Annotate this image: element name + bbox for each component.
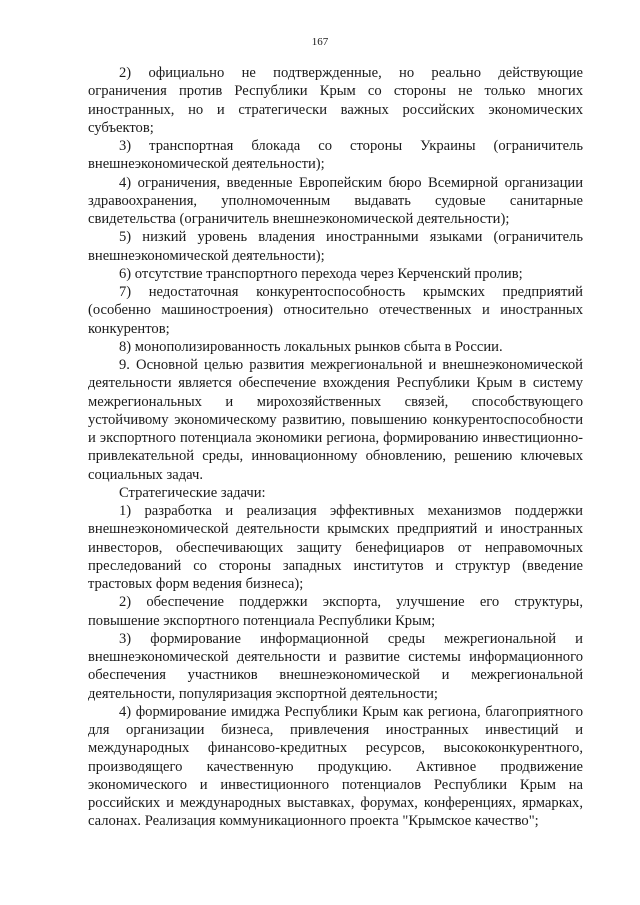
list-item-transport-blockade: 3) транспортная блокада со стороны Украины (ограничитель внешнеэкономической деятельности); (88, 138, 583, 173)
main-goal-paragraph: 9. Основной целью развития межрегиональной и внешнеэкономической деятельности является обеспечение вхождения Республики Крым в систему межрегиональных и мирохозяйственных связей, способствующего устойчивому экономическому развитию, повышению конкурентоспособности и экспортного потенциала экономики региона, формированию инвестиционно-привлекательной среды, инновационному обновлению, решению ключевых социальных задач. (88, 357, 583, 483)
list-item-kerch-crossing: 6) отсутствие транспортного перехода через Керченский пролив; (119, 265, 523, 282)
list-item-monopolized-markets: 8) монополизированность локальных рынков сбыта в России. (119, 338, 503, 355)
strategic-tasks-heading: Стратегические задачи: (119, 484, 266, 501)
list-item-who-restrictions: 4) ограничения, введенные Европейским бюро Всемирной организации здравоохранения, уполномоченным выдавать судовые санитарные свидетельства (ограничитель внешнеэкономической деятельности); (88, 174, 583, 227)
task-item-information-environment: 3) формирование информационной среды межрегиональной и внешнеэкономической деятельности и развитие системы информационного обеспечения участников внешнеэкономической и межрегиональной деятельности, популяризация экспортной деятельности; (88, 630, 583, 702)
task-item-image-formation: 4) формирование имиджа Республики Крым как региона, благоприятного для организации бизнеса, привлечения иностранных инвестиций и международных финансово-кредитных ресурсов, высококонкурентного, производящего качественную продукцию. Активное продвижение экономического и инвестиционного потенциалов Республики Крым на российских и международных выставках, форумах, конференциях, ярмарках, салонах. Реализация коммуникационного проекта "Крымское качество"; (88, 703, 583, 830)
task-item-support-mechanisms: 1) разработка и реализация эффективных механизмов поддержки внешнеэкономической деятельности крымских предприятий и иностранных инвесторов, обеспечивающих защиту бенефициаров от неправомочных преследований со стороны западных институтов и структур (введение трастовых форм ведения бизнеса); (88, 503, 583, 592)
list-item-unofficial-restrictions: 2) официально не подтвержденные, но реально действующие ограничения против Республики Крым со стороны не только многих иностранных, но и стратегически важных российских экономических субъектов; (88, 65, 583, 136)
document-body (88, 64, 583, 831)
list-item-language-skills: 5) низкий уровень владения иностранными языками (ограничитель внешнеэкономической деятельности); (88, 229, 583, 264)
list-item-competitiveness: 7) недостаточная конкурентоспособность крымских предприятий (особенно машиностроения) относительно отечественных и иностранных конкурентов; (88, 284, 583, 337)
task-item-export-support: 2) обеспечение поддержки экспорта, улучшение его структуры, повышение экспортного потенциала Республики Крым; (88, 594, 583, 629)
page-number: 167 (311, 36, 329, 48)
